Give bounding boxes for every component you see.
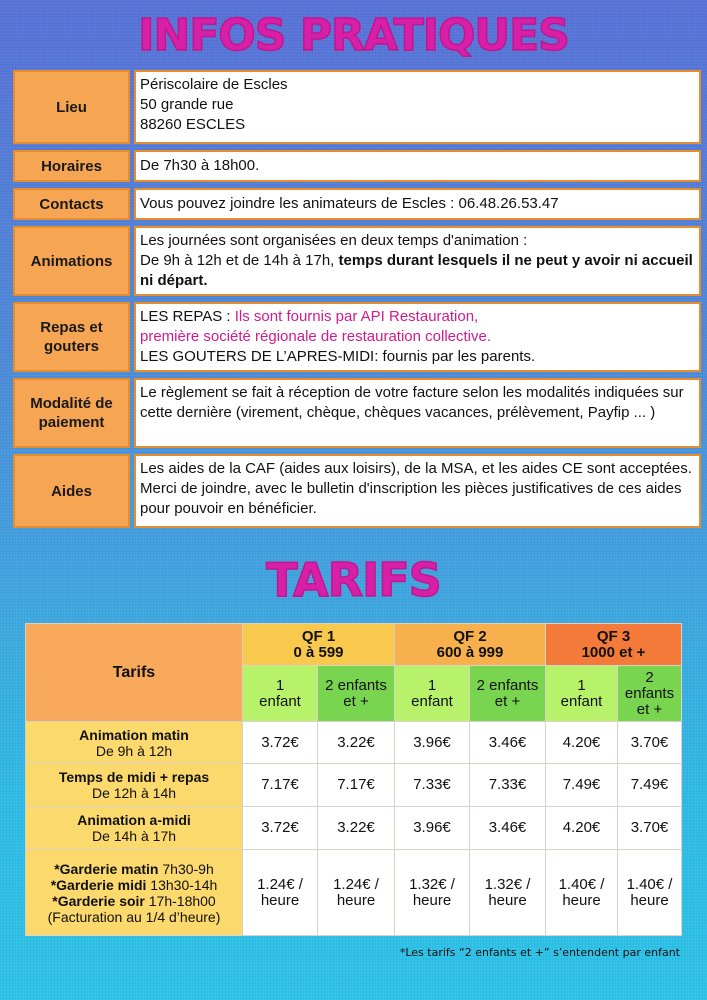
section-title-tarifs: TARIFS [266,553,441,607]
content-line: Les journées sont organisées en deux temps d'animation : [140,232,528,249]
tarifs-header: Tarifs [26,624,243,722]
address-line: 50 grande rue [140,96,234,113]
content-line: De 9h à 12h et de 14h à 17h, temps durant lesquels il ne peut y avoir ni accueil ni départ. [140,252,693,289]
price-cell: 4.20€ [546,722,618,764]
price-cell: 3.72€ [243,807,318,850]
info-label: Modalité de paiement [13,378,130,448]
info-row-animations [13,226,701,296]
sub-header: 2 enfants et + [618,666,682,722]
info-label: Horaires [13,150,130,182]
price-cell: 3.72€ [243,722,318,764]
price-cell: 7.17€ [318,764,395,807]
info-label: Aides [13,454,130,528]
price-cell: 1.32€ / heure [470,850,546,936]
info-row-lieu [13,70,701,144]
sub-header: 2 enfants et + [470,666,546,722]
address-line: Périscolaire de Escles [140,76,288,93]
price-cell: 3.22€ [318,807,395,850]
price-cell: 3.70€ [618,722,682,764]
table-row [26,807,682,850]
sub-header: 2 enfants et + [318,666,395,722]
price-cell: 1.24€ / heure [318,850,395,936]
qf1-header: QF 1 0 à 599 [243,624,395,666]
info-row-repas [13,302,701,372]
price-cell: 3.46€ [470,722,546,764]
qf2-header: QF 2 600 à 999 [395,624,546,666]
row-label: Animation matin De 9h à 12h [26,722,243,764]
info-content: Le règlement se fait à réception de votre facture selon les modalités indiquées sur cette dernière (virement, chèque, chèques vacances, prélèvement, Payfip ... ) [134,378,701,448]
page-title-infos: INFOS PRATIQUES [138,10,569,61]
info-label: Contacts [13,188,130,220]
sub-header: 1 enfant [243,666,318,722]
qf3-header: QF 3 1000 et + [546,624,682,666]
row-label: *Garderie matin 7h30-9h *Garderie midi 13h30-14h *Garderie soir 17h-18h00 (Facturation au 1/4 d’heure) [26,850,243,936]
price-cell: 7.49€ [546,764,618,807]
info-row-paiement [13,378,701,448]
price-cell: 4.20€ [546,807,618,850]
table-row [26,764,682,807]
info-table [13,70,701,534]
sub-header: 1 enfant [546,666,618,722]
price-cell: 1.40€ / heure [546,850,618,936]
info-content [134,70,701,144]
info-content [134,302,701,372]
content-line: LES GOUTERS DE L’APRES-MIDI: fournis par les parents. [140,348,536,365]
row-label: Animation a-midi De 14h à 17h [26,807,243,850]
info-content: Les aides de la CAF (aides aux loisirs), de la MSA, et les aides CE sont acceptées. Merci de joindre, avec le bulletin d'inscription les pièces justificatives de ces aides pour pouvoir en bénéficier. [134,454,701,528]
price-cell: 7.17€ [243,764,318,807]
info-content [134,226,701,296]
price-cell: 1.32€ / heure [395,850,470,936]
row-label: Temps de midi + repas De 12h à 14h [26,764,243,807]
table-row-garderie [26,850,682,936]
info-row-contacts [13,188,701,220]
info-label: Animations [13,226,130,296]
tarifs-table [25,623,682,936]
info-content: De 7h30 à 18h00. [134,150,701,182]
price-cell: 7.33€ [470,764,546,807]
price-cell: 3.46€ [470,807,546,850]
info-row-horaires [13,150,701,182]
price-cell: 3.70€ [618,807,682,850]
sub-header: 1 enfant [395,666,470,722]
table-row [26,722,682,764]
info-content: Vous pouvez joindre les animateurs de Escles : 06.48.26.53.47 [134,188,701,220]
info-label: Repas et gouters [13,302,130,372]
address-line: 88260 ESCLES [140,116,246,133]
price-cell: 7.49€ [618,764,682,807]
content-line: LES REPAS : Ils sont fournis par API Restauration, première société régionale de restauration collective. [140,308,492,345]
info-label: Lieu [13,70,130,144]
footnote: *Les tarifs “2 enfants et +” s’entendent par enfant [399,946,680,959]
price-cell: 1.24€ / heure [243,850,318,936]
price-cell: 3.96€ [395,807,470,850]
price-cell: 3.22€ [318,722,395,764]
price-cell: 1.40€ / heure [618,850,682,936]
info-row-aides [13,454,701,528]
price-cell: 3.96€ [395,722,470,764]
price-cell: 7.33€ [395,764,470,807]
